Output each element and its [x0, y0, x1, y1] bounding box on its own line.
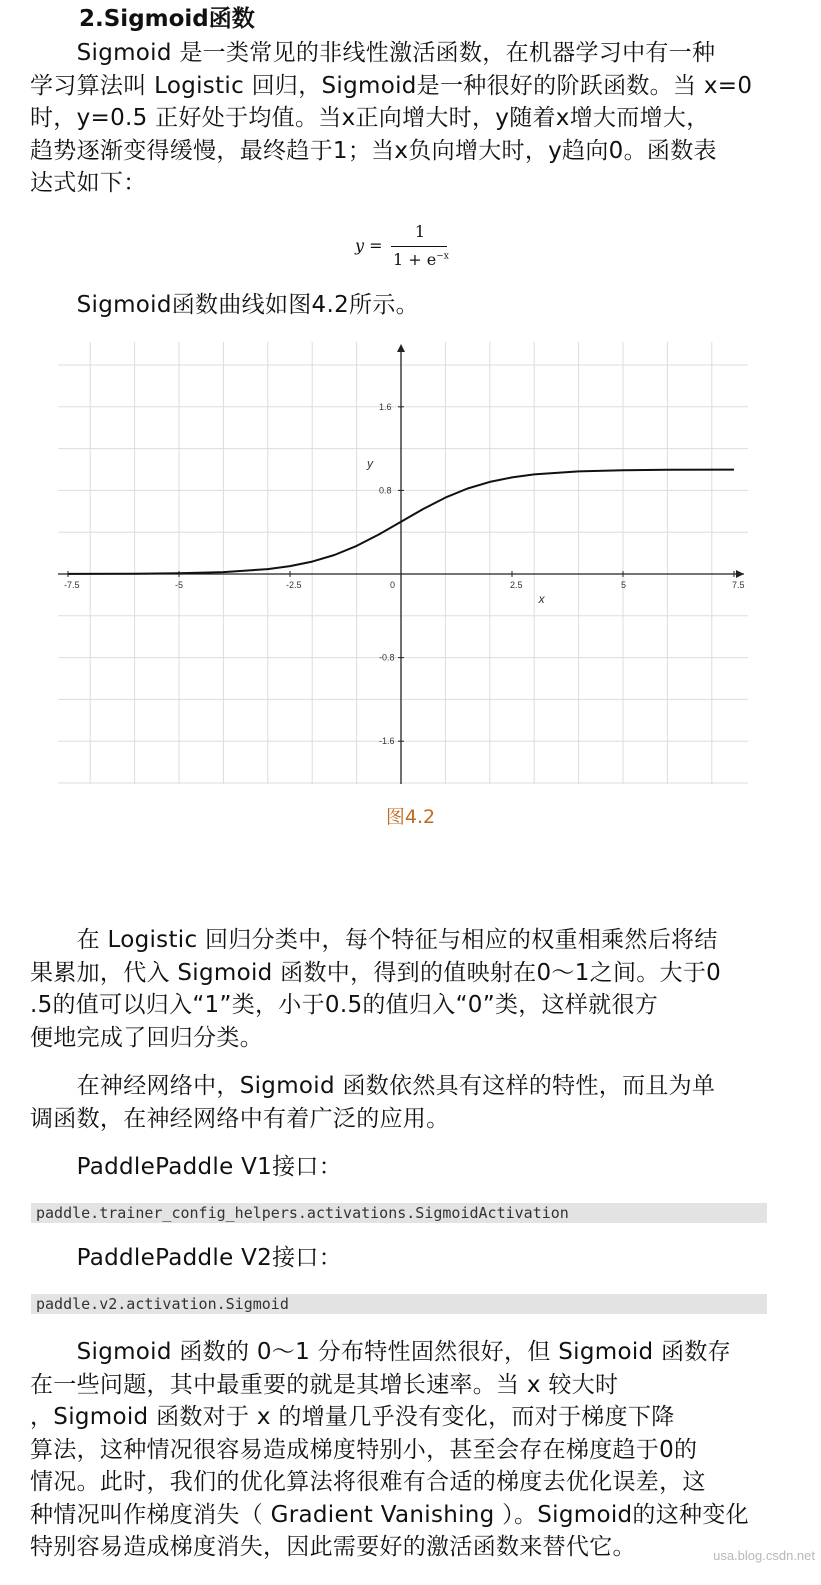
problem-paragraph — [30, 1336, 749, 1564]
y-axis-arrow-icon — [397, 344, 405, 352]
logistic-paragraph — [30, 924, 721, 1054]
text-line: 趋势逐渐变得缓慢，最终趋于1；当x负向增大时，y趋向0。函数表 — [30, 137, 717, 164]
x-tick-label: 5 — [621, 580, 627, 590]
code-v2: paddle.v2.activation.Sigmoid — [31, 1294, 767, 1314]
text-line: 特别容易造成梯度消失，因此需要好的激活函数来替代它。 — [30, 1534, 636, 1560]
text-line: 学习算法叫 Logistic 回归，Sigmoid是一种很好的阶跃函数。当 x=0 — [30, 72, 753, 99]
text-line: 调函数，在神经网络中有着广泛的应用。 — [30, 1105, 450, 1132]
v2-interface-label: PaddlePaddle V2接口： — [30, 1245, 343, 1271]
fraction-bar — [391, 246, 447, 247]
x-axis-label: x — [538, 592, 545, 606]
text-line: 时，y=0.5 正好处于均值。当x正向增大时，y随着x增大而增大， — [30, 105, 710, 131]
text-line: 便地完成了回归分类。 — [30, 1024, 263, 1051]
text-line: 果累加，代入 Sigmoid 函数中，得到的值映射在0～1之间。大于0 — [30, 959, 722, 986]
sigmoid-chart — [58, 342, 748, 784]
v1-interface-label: PaddlePaddle V1接口： — [30, 1154, 343, 1180]
y-tick-label: -1.6 — [379, 736, 395, 747]
text-line: 达式如下： — [30, 170, 147, 196]
neural-paragraph — [30, 1070, 715, 1135]
y-axis-label: y — [367, 456, 373, 471]
text-line: .5的值可以归入“1”类，小于0.5的值归入“0”类，这样就很方 — [30, 992, 659, 1018]
text-line: 在一些问题，其中最重要的就是其增长速率。当 x 较大时 — [30, 1371, 619, 1398]
sigmoid-formula — [355, 222, 465, 274]
text-line: 算法，这种情况很容易造成梯度特别小，甚至会存在梯度趋于0的 — [30, 1436, 698, 1463]
x-tick-label: -7.5 — [64, 580, 80, 590]
formula-numerator: 1 — [414, 222, 426, 241]
y-tick-label: 0.8 — [379, 485, 392, 496]
watermark: usa.blog.csdn.net — [713, 1548, 815, 1563]
text-line: Sigmoid 函数的 0～1 分布特性固然很好，但 Sigmoid 函数存 — [30, 1339, 731, 1365]
text-line: 种情况叫作梯度消失（ Gradient Vanishing ）。Sigmoid的这种变化 — [30, 1501, 749, 1528]
formula-exponent: −x — [436, 251, 449, 262]
text-line: 情况。此时，我们的优化算法将很难有合适的梯度去优化误差，这 — [30, 1469, 706, 1495]
y-tick-label: 1.6 — [379, 401, 392, 412]
formula-lhs: y = — [355, 236, 383, 255]
x-tick-label: -5 — [175, 580, 184, 590]
text-line: ，Sigmoid 函数对于 x 的增量几乎没有变化，而对于梯度下降 — [30, 1404, 675, 1430]
x-tick-label: 0 — [390, 580, 396, 590]
curve-intro: Sigmoid函数曲线如图4.2所示。 — [30, 292, 419, 318]
x-tick-label: 2.5 — [510, 580, 523, 590]
x-axis-arrow-icon — [736, 570, 744, 578]
y-tick-label: -0.8 — [379, 652, 395, 663]
formula-denominator: 1 + e — [393, 250, 437, 269]
section-heading: 2.Sigmoid函数 — [79, 6, 255, 32]
text-line: Sigmoid 是一类常见的非线性激活函数，在机器学习中有一种 — [30, 40, 716, 66]
code-v1: paddle.trainer_config_helpers.activations.SigmoidActivation — [31, 1203, 767, 1223]
figure-caption: 图4.2 — [385, 806, 436, 828]
text-line: 在 Logistic 回归分类中，每个特征与相应的权重相乘然后将结 — [30, 927, 718, 953]
intro-paragraph — [30, 37, 752, 200]
text-line: 在神经网络中，Sigmoid 函数依然具有这样的特性，而且为单 — [30, 1073, 716, 1099]
x-tick-label: -2.5 — [286, 580, 302, 590]
x-tick-label: 7.5 — [732, 580, 745, 590]
